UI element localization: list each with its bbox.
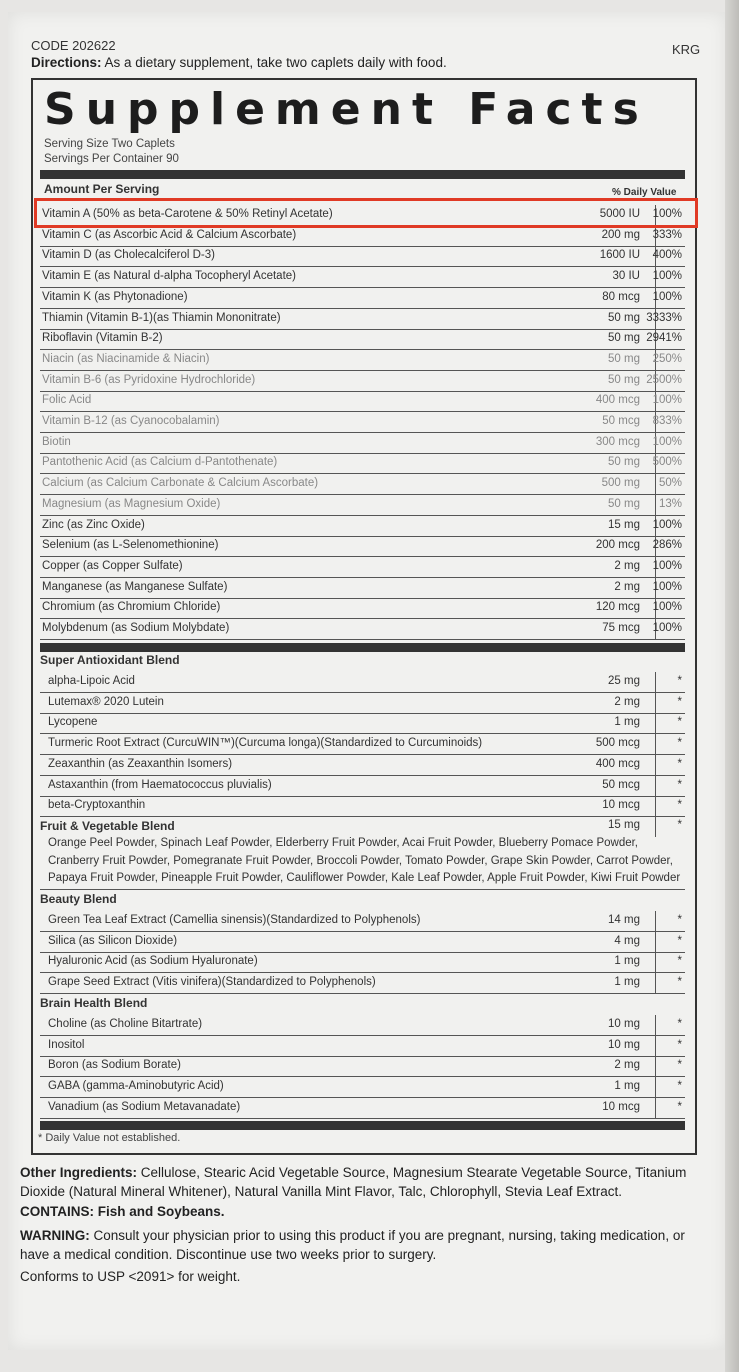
nutrient-row — [40, 350, 685, 371]
ingredient-amount: 25 mg — [608, 675, 640, 687]
nutrient-row — [40, 453, 685, 474]
brain-row — [40, 1098, 685, 1119]
servings-per-container: Servings Per Container 90 — [44, 153, 179, 165]
ingredient-amount: 50 mcg — [602, 778, 640, 791]
nutrient-row — [40, 619, 685, 640]
ingredient-name: Chromium (as Chromium Chloride) — [42, 601, 221, 614]
column-divider — [655, 713, 656, 733]
ingredient-amount: 5000 IU — [599, 208, 640, 220]
contains-label: CONTAINS: Fish and Soybeans. — [20, 1204, 225, 1219]
header-rule — [40, 198, 685, 201]
column-divider — [655, 973, 656, 993]
ingredient-amount: 50 mg — [608, 497, 640, 510]
ingredient-name: Zinc (as Zinc Oxide) — [42, 518, 145, 531]
ingredient-amount: 500 mg — [601, 477, 640, 490]
ingredient-daily-value: 286% — [652, 539, 682, 552]
ingredient-name: alpha-Lipoic Acid — [48, 675, 135, 687]
ingredient-name: Biotin — [42, 435, 71, 448]
ingredient-name: Vitamin A (50% as beta-Carotene & 50% Retinyl Acetate) — [42, 208, 333, 220]
ingredient-amount: 400 mcg — [595, 757, 640, 770]
ingredient-daily-value: * — [677, 737, 682, 750]
ingredient-daily-value: * — [677, 757, 682, 770]
ingredient-amount: 10 mcg — [602, 799, 640, 812]
column-divider — [655, 952, 656, 972]
ingredient-name: Molybdenum (as Sodium Molybdate) — [42, 622, 230, 634]
ingredient-daily-value: * — [677, 1018, 682, 1030]
ingredient-name: Vitamin B-6 (as Pyridoxine Hydrochloride) — [42, 373, 256, 386]
panel-title: Supplement Facts — [44, 84, 649, 135]
nutrient-row — [40, 246, 685, 267]
ingredient-amount: 30 IU — [612, 270, 640, 283]
ingredient-daily-value: * — [677, 716, 682, 729]
ingredient-amount: 10 mg — [608, 1038, 640, 1051]
column-divider — [655, 816, 656, 837]
ingredient-amount: 75 mcg — [602, 622, 640, 634]
ingredient-amount: 50 mg — [608, 311, 640, 324]
ingredient-amount: 120 mcg — [595, 601, 640, 614]
ingredient-name: Green Tea Leaf Extract (Camellia sinensis)(Standardized to Polyphenols) — [48, 914, 421, 926]
ingredient-amount: 1 mg — [614, 976, 640, 989]
fruit-veg-blend-description: Orange Peel Powder, Spinach Leaf Powder, Elderberry Fruit Powder, Acai Fruit Powder, Blueberry Pomace Powder, Cranberry Fruit Powder, Pomegranate Fruit Powder, Broccoli Powder, Tomato Powder, Grape Skin Powder, Carrot Powder, Papaya Fruit Powder, Pineapple Fruit Powder, Cauliflower Powder, Kale Leaf Powder, Apple Fruit Powder, Kiwi Fruit Powder — [48, 837, 681, 884]
brain-row — [40, 1015, 685, 1036]
fruit-veg-blend-title: Fruit & Vegetable Blend — [40, 819, 175, 833]
ingredient-name: Lycopene — [48, 716, 98, 729]
column-divider — [655, 796, 656, 816]
other-ingredients — [20, 1163, 710, 1201]
ingredient-amount: 1 mg — [614, 1080, 640, 1093]
ingredient-daily-value: 400% — [652, 249, 682, 262]
ingredient-amount: 50 mg — [608, 332, 640, 345]
brain-blend-title: Brain Health Blend — [40, 996, 148, 1010]
fruit-veg-amount: 15 mg — [608, 819, 640, 831]
nutrient-row — [40, 412, 685, 433]
ingredient-amount: 10 mg — [608, 1018, 640, 1030]
column-divider — [655, 1056, 656, 1076]
ingredient-amount: 2 mg — [614, 1059, 640, 1072]
ingredient-daily-value: 100% — [652, 394, 682, 407]
brain-row — [40, 1036, 685, 1057]
ingredient-daily-value: 2500% — [646, 373, 682, 386]
ingredient-amount: 2 mg — [614, 580, 640, 593]
ingredient-daily-value: * — [677, 799, 682, 812]
ingredient-amount: 1 mg — [614, 955, 640, 968]
directions — [31, 55, 447, 70]
ingredient-amount: 4 mg — [614, 934, 640, 947]
brain-row — [40, 1056, 685, 1077]
nutrient-row — [40, 371, 685, 392]
ingredient-name: Vanadium (as Sodium Metavanadate) — [48, 1100, 241, 1113]
conforms-usp: Conforms to USP <2091> for weight. — [20, 1269, 241, 1284]
ingredient-name: Choline (as Choline Bitartrate) — [48, 1018, 203, 1030]
ingredient-name: Grape Seed Extract (Vitis vinifera)(Standardized to Polyphenols) — [48, 976, 376, 989]
column-divider — [655, 693, 656, 713]
ingredient-name: Selenium (as L-Selenomethionine) — [42, 539, 219, 552]
ingredient-name: Silica (as Silicon Dioxide) — [48, 934, 178, 947]
ingredient-name: Vitamin D (as Cholecalciferol D-3) — [42, 249, 215, 262]
ingredient-amount: 50 mg — [608, 373, 640, 386]
ingredient-amount: 1 mg — [614, 716, 640, 729]
ingredient-amount: 50 mg — [608, 352, 640, 365]
nutrient-row — [40, 205, 685, 226]
column-divider — [655, 1015, 656, 1035]
nutrient-row — [40, 309, 685, 330]
ingredient-daily-value: * — [677, 1059, 682, 1072]
ingredient-daily-value: 100% — [652, 559, 682, 572]
nutrient-row — [40, 391, 685, 412]
warning — [20, 1226, 710, 1264]
ingredient-daily-value: 333% — [652, 228, 682, 241]
ingredient-name: Hyaluronic Acid (as Sodium Hyaluronate) — [48, 955, 258, 968]
nutrient-row — [40, 288, 685, 309]
other-ingredients-label: Other Ingredients: — [20, 1165, 138, 1180]
antioxidant-row — [40, 693, 685, 714]
ingredient-name: GABA (gamma-Aminobutyric Acid) — [48, 1080, 224, 1093]
column-divider — [655, 1098, 656, 1118]
other-ingredients-text: Cellulose, Stearic Acid Vegetable Source, Magnesium Stearate Vegetable Source, Titanium Dioxide (Natural Mineral Whitener), Natural Vanilla Mint Flavor, Talc, Chlorophyll, Stevia Leaf Extract. — [20, 1165, 687, 1199]
ingredient-daily-value: 2941% — [646, 332, 682, 345]
antioxidant-row — [40, 734, 685, 755]
thick-rule-antioxidant — [40, 643, 685, 652]
beauty-row — [40, 952, 685, 973]
ingredient-daily-value: * — [677, 934, 682, 947]
ingredient-daily-value: * — [677, 1100, 682, 1113]
ingredient-name: Riboflavin (Vitamin B-2) — [42, 332, 163, 345]
brain-row — [40, 1077, 685, 1098]
antioxidant-row — [40, 672, 685, 693]
beauty-row — [40, 911, 685, 932]
ingredient-daily-value: * — [677, 695, 682, 708]
ingredient-name: Magnesium (as Magnesium Oxide) — [42, 497, 221, 510]
ingredient-daily-value: 250% — [652, 352, 682, 365]
ingredient-amount: 80 mcg — [602, 290, 640, 303]
ingredient-daily-value: * — [677, 976, 682, 989]
ingredient-daily-value: * — [677, 675, 682, 687]
daily-value-header: % Daily Value — [612, 187, 677, 198]
ingredient-daily-value: 833% — [652, 415, 682, 427]
fruit-veg-dv: * — [677, 819, 682, 831]
column-divider — [655, 911, 656, 931]
nutrient-row — [40, 474, 685, 495]
beauty-row — [40, 973, 685, 994]
column-divider — [655, 776, 656, 796]
ingredient-amount: 200 mcg — [595, 539, 640, 552]
ingredient-daily-value: 500% — [652, 456, 682, 469]
column-divider — [655, 474, 656, 494]
beauty-row — [40, 932, 685, 953]
ingredient-name: Manganese (as Manganese Sulfate) — [42, 580, 228, 593]
ingredient-daily-value: * — [677, 1080, 682, 1093]
nutrient-row — [40, 536, 685, 557]
ingredient-name: Inositol — [48, 1038, 85, 1051]
ingredient-amount: 500 mcg — [595, 737, 640, 750]
ingredient-daily-value: 100% — [652, 601, 682, 614]
ingredient-daily-value: 3333% — [646, 311, 682, 324]
nutrient-row — [40, 329, 685, 350]
product-code: CODE 202622 — [31, 38, 116, 53]
nutrient-row — [40, 226, 685, 247]
ingredient-name: Lutemax® 2020 Lutein — [48, 695, 164, 708]
beauty-blend-title: Beauty Blend — [40, 892, 117, 906]
ingredient-daily-value: 100% — [652, 622, 682, 634]
allergen-contains — [20, 1202, 710, 1221]
column-divider — [655, 932, 656, 952]
ingredient-daily-value: 100% — [652, 270, 682, 283]
ingredient-amount: 1600 IU — [599, 249, 640, 262]
nutrient-row — [40, 495, 685, 516]
ingredient-amount: 50 mg — [608, 456, 640, 469]
ingredient-daily-value: * — [677, 955, 682, 968]
nutrient-row — [40, 433, 685, 454]
directions-text: As a dietary supplement, take two caplets daily with food. — [101, 55, 447, 70]
ingredient-name: Folic Acid — [42, 394, 92, 407]
antioxidant-row — [40, 796, 685, 817]
ingredient-daily-value: 50% — [658, 477, 682, 490]
column-divider — [655, 1036, 656, 1056]
ingredient-name: Pantothenic Acid (as Calcium d-Pantothenate) — [42, 456, 278, 469]
ingredient-name: Calcium (as Calcium Carbonate & Calcium Ascorbate) — [42, 477, 319, 490]
serving-size: Serving Size Two Caplets — [44, 138, 175, 150]
antioxidant-row — [40, 776, 685, 797]
ingredient-name: Zeaxanthin (as Zeaxanthin Isomers) — [48, 757, 233, 770]
column-divider — [655, 734, 656, 754]
ingredient-daily-value: 100% — [652, 435, 682, 448]
ingredient-name: beta-Cryptoxanthin — [48, 799, 146, 812]
ingredient-name: Thiamin (Vitamin B-1)(as Thiamin Mononitrate) — [42, 311, 281, 324]
ingredient-name: Copper (as Copper Sulfate) — [42, 559, 183, 572]
ingredient-amount: 2 mg — [614, 695, 640, 708]
column-divider — [655, 1077, 656, 1097]
ingredient-amount: 2 mg — [614, 559, 640, 572]
ingredient-daily-value: 100% — [652, 518, 682, 531]
directions-label: Directions: — [31, 55, 102, 70]
antioxidant-blend-title: Super Antioxidant Blend — [40, 653, 180, 667]
ingredient-daily-value: 100% — [652, 580, 682, 593]
ingredient-daily-value: 13% — [658, 497, 682, 510]
thick-rule-top — [40, 170, 685, 179]
ingredient-name: Vitamin B-12 (as Cyanocobalamin) — [42, 415, 220, 427]
ingredient-name: Niacin (as Niacinamide & Niacin) — [42, 352, 210, 365]
ingredient-amount: 200 mg — [601, 228, 640, 241]
ingredient-daily-value: 100% — [652, 208, 682, 220]
fruit-veg-amount-row — [40, 816, 685, 837]
ingredient-name: Vitamin K (as Phytonadione) — [42, 290, 188, 303]
ingredient-daily-value: * — [677, 1038, 682, 1051]
amount-per-serving-header: Amount Per Serving — [44, 182, 160, 196]
warning-text: Consult your physician prior to using this product if you are pregnant, nursing, taking medication, or have a medical condition. Discontinue use two weeks prior to surgery. — [20, 1228, 685, 1262]
ingredient-amount: 10 mcg — [602, 1100, 640, 1113]
antioxidant-row — [40, 713, 685, 734]
ingredient-amount: 400 mcg — [595, 394, 640, 407]
ingredient-name: Boron (as Sodium Borate) — [48, 1059, 181, 1072]
column-divider — [655, 672, 656, 692]
ingredient-name: Vitamin E (as Natural d-alpha Tocopheryl Acetate) — [42, 270, 296, 283]
column-divider — [655, 755, 656, 775]
ingredient-amount: 15 mg — [608, 518, 640, 531]
footnote: * Daily Value not established. — [38, 1132, 181, 1144]
ingredient-name: Turmeric Root Extract (CurcuWIN™)(Curcuma longa)(Standardized to Curcuminoids) — [48, 737, 483, 750]
nutrient-row — [40, 598, 685, 619]
ingredient-amount: 50 mcg — [602, 415, 640, 427]
ingredient-daily-value: 100% — [652, 290, 682, 303]
rule-fruit-veg — [40, 889, 685, 890]
ingredient-name: Astaxanthin (from Haematococcus pluvialis) — [48, 778, 272, 791]
ingredient-daily-value: * — [677, 914, 682, 926]
nutrient-row — [40, 516, 685, 537]
warning-label: WARNING: — [20, 1228, 90, 1243]
box-edge — [725, 0, 739, 1372]
antioxidant-row — [40, 755, 685, 776]
krg-code: KRG — [672, 42, 701, 57]
nutrient-row — [40, 578, 685, 599]
thick-rule-bottom — [40, 1121, 685, 1130]
nutrient-row — [40, 557, 685, 578]
nutrient-row — [40, 267, 685, 288]
column-divider — [655, 495, 656, 515]
ingredient-amount: 14 mg — [608, 914, 640, 926]
ingredient-name: Vitamin C (as Ascorbic Acid & Calcium Ascorbate) — [42, 228, 297, 241]
ingredient-amount: 300 mcg — [595, 435, 640, 448]
ingredient-daily-value: * — [677, 778, 682, 791]
